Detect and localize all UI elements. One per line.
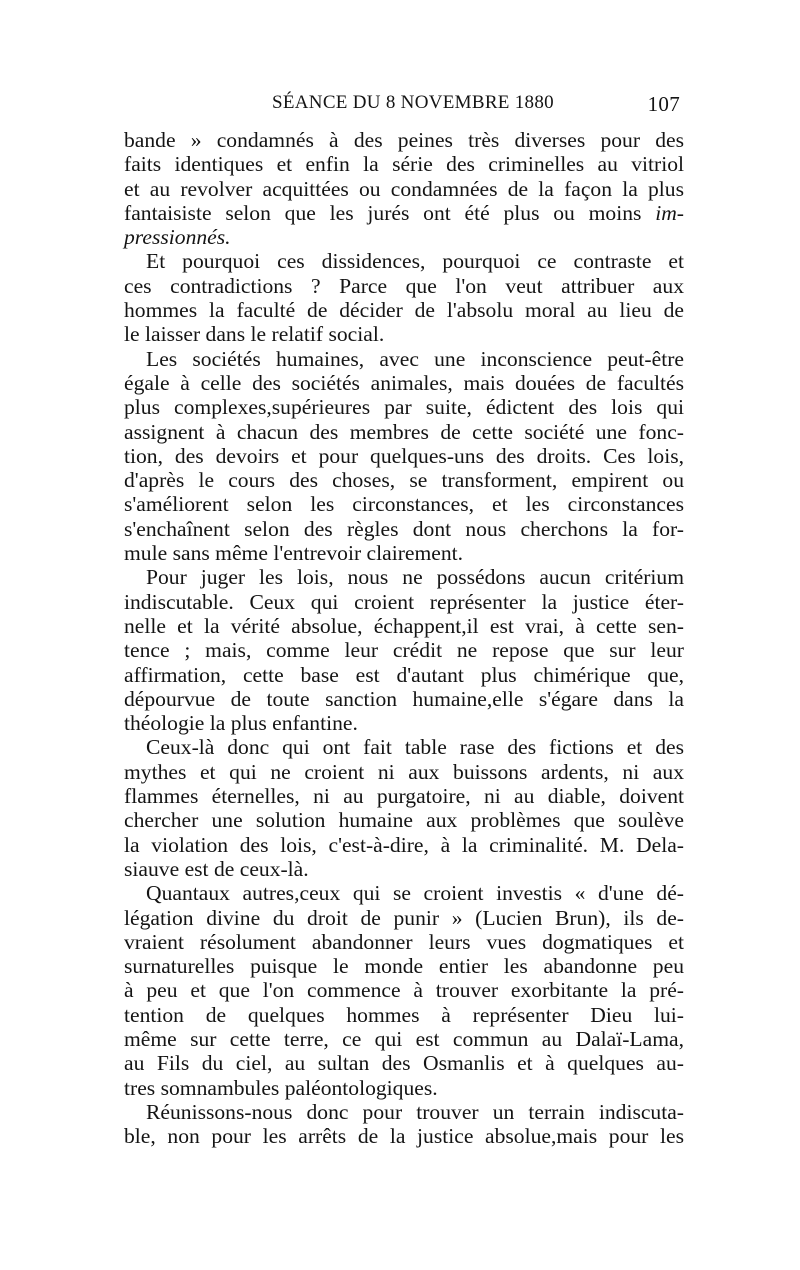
text-line: mule sans même l'entrevoir clairement.: [124, 541, 464, 566]
text-line: Pour juger les lois, nous ne possédons aucun critérium: [146, 565, 684, 590]
paragraph: [124, 347, 684, 566]
running-head: [124, 88, 684, 128]
text-line: siauve est de ceux-là.: [124, 856, 309, 881]
body-text: [124, 128, 684, 1148]
italic-text: im-: [655, 200, 684, 225]
text-line: surnaturelles puisque le monde entier les abandonne peu: [124, 954, 684, 979]
book-page: [124, 88, 684, 1148]
italic-text: pressionnés.: [124, 225, 231, 250]
text-line: le laisser dans le relatif social.: [124, 322, 385, 347]
text-line: dépourvue de toute sanction humaine,elle s'égare dans la: [124, 686, 684, 711]
text-line: plus complexes,supérieures par suite, édictent des lois qui: [124, 395, 684, 420]
text-line: s'enchaînent selon des règles dont nous cherchons la for-: [124, 516, 684, 541]
paragraph: [124, 881, 684, 1100]
text-line: Quantaux autres,ceux qui se croient investis « d'une dé-: [146, 881, 684, 906]
text-line: ble, non pour les arrêts de la justice absolue,mais pour les: [124, 1124, 684, 1149]
text-line: hommes la faculté de décider de l'absolu moral au lieu de: [124, 298, 684, 323]
text-line: bande » condamnés à des peines très diverses pour des: [124, 128, 684, 152]
text-line: faits identiques et enfin la série des criminelles au vitriol: [124, 152, 684, 177]
running-title: SÉANCE DU 8 NOVEMBRE 1880: [272, 92, 554, 113]
text-line: Les sociétés humaines, avec une inconscience peut-être: [146, 346, 684, 371]
text-line: et au revolver acquittées ou condamnées de la façon la plus: [124, 176, 684, 201]
text-line: Ceux-là donc qui ont fait table rase des fictions et des: [146, 735, 684, 760]
text-segment: fantaisiste selon que les jurés ont été plus ou moins: [124, 200, 656, 225]
text-line: assignent à chacun des membres de cette société une fonc-: [124, 419, 684, 444]
text-line: Réunissons-nous donc pour trouver un terrain indiscuta-: [146, 1099, 684, 1124]
paragraph: [124, 249, 684, 346]
text-line: la violation des lois, c'est-à-dire, à la criminalité. M. Dela-: [124, 832, 684, 857]
text-line: indiscutable. Ceux qui croient représenter la justice éter-: [124, 589, 684, 614]
paragraph: [124, 565, 684, 735]
paragraph: [124, 735, 684, 881]
paragraph: [124, 1100, 684, 1149]
text-line: théologie la plus enfantine.: [124, 711, 358, 736]
text-line: vraient résolument abandonner leurs vues dogmatiques et: [124, 929, 684, 954]
page-number: 107: [647, 92, 680, 116]
text-line: [124, 201, 684, 225]
text-line: chercher une solution humaine aux problèmes que soulève: [124, 808, 684, 833]
text-line: mythes et qui ne croient ni aux buissons ardents, ni aux: [124, 759, 684, 784]
text-line: tence ; mais, comme leur crédit ne repose que sur leur: [124, 638, 684, 663]
text-line: Et pourquoi ces dissidences, pourquoi ce contraste et: [146, 249, 684, 274]
text-line: [124, 225, 684, 249]
paragraph: [124, 128, 684, 249]
text-line: d'après le cours des choses, se transforment, empirent ou: [124, 468, 684, 493]
text-line: nelle et la vérité absolue, échappent,il est vrai, à cette sen-: [124, 613, 684, 638]
text-line: s'améliorent selon les circonstances, et les circonstances: [124, 492, 684, 517]
text-line: tion, des devoirs et pour quelques-uns des droits. Ces lois,: [124, 443, 684, 468]
text-line: ces contradictions ? Parce que l'on veut attribuer aux: [124, 273, 684, 298]
text-line: au Fils du ciel, au sultan des Osmanlis et à quelques au-: [124, 1051, 684, 1076]
text-line: affirmation, cette base est d'autant plus chimérique que,: [124, 662, 684, 687]
text-line: tention de quelques hommes à représenter Dieu lui-: [124, 1002, 684, 1027]
text-line: à peu et que l'on commence à trouver exorbitante la pré-: [124, 978, 684, 1003]
text-line: légation divine du droit de punir » (Lucien Brun), ils de-: [124, 905, 684, 930]
text-line: tres somnambules paléontologiques.: [124, 1075, 438, 1100]
text-line: égale à celle des sociétés animales, mais douées de facultés: [124, 370, 684, 395]
text-line: flammes éternelles, ni au purgatoire, ni au diable, doivent: [124, 784, 684, 809]
text-line: même sur cette terre, ce qui est commun au Dalaï-Lama,: [124, 1026, 684, 1051]
